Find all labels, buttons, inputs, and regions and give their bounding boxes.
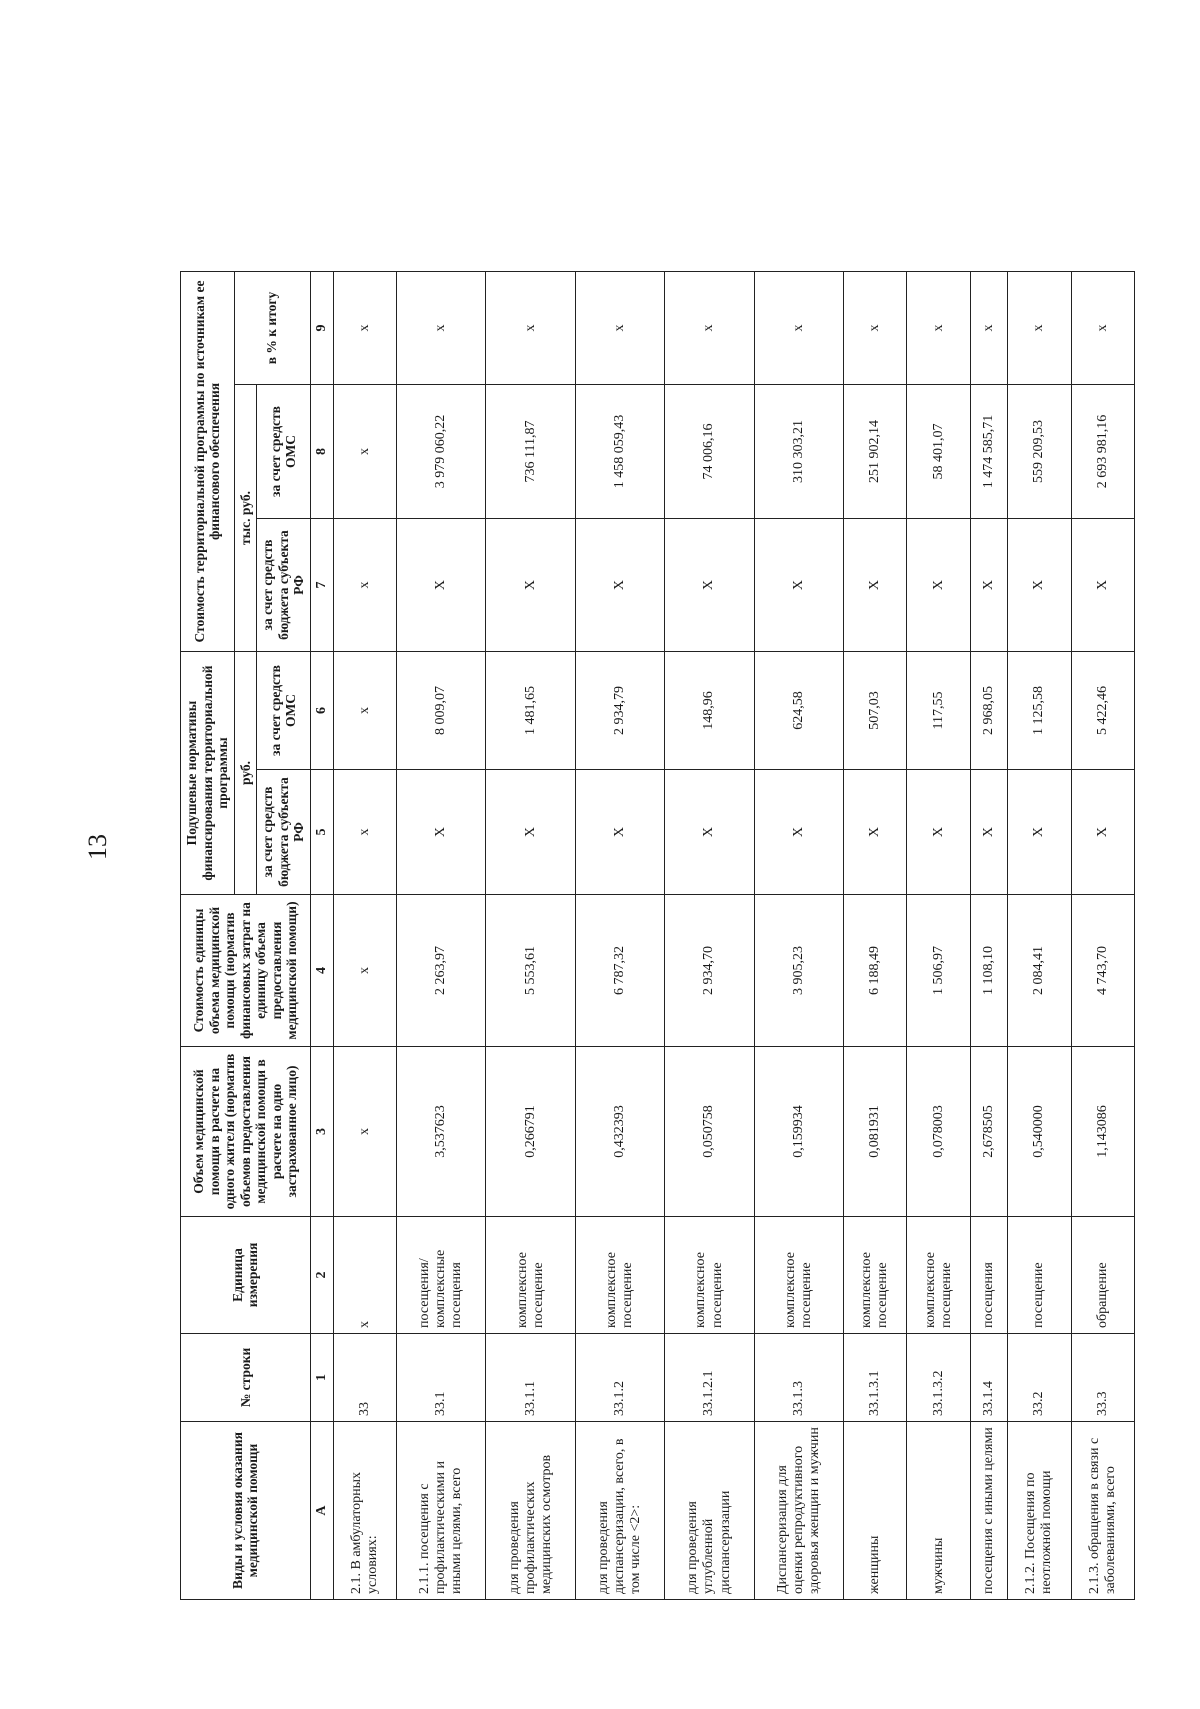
row-cost-cell: х xyxy=(333,895,396,1047)
index-cell: А xyxy=(310,1422,333,1600)
header-col-7: за счет средств бюджета субъекта РФ xyxy=(257,519,311,652)
row-norm-budget-cell: Х xyxy=(907,770,970,895)
index-cell: 6 xyxy=(310,652,333,770)
row-name-cell: 2.1. В амбулаторных условиях: xyxy=(333,1422,396,1600)
row-percent-cell: х xyxy=(754,272,843,385)
table-row xyxy=(486,82,575,1600)
index-cell: 5 xyxy=(310,770,333,895)
row-norm-oms-cell: 117,55 xyxy=(907,652,970,770)
row-cost-oms-cell: 2 693 981,16 xyxy=(1071,385,1134,519)
header-row-1 xyxy=(181,82,235,1600)
row-code-cell: 33.1.3.2 xyxy=(907,1334,970,1422)
row-norm-oms-cell: 1 481,65 xyxy=(486,652,575,770)
row-cost-budget-cell: х xyxy=(333,519,396,652)
row-percent-cell: х xyxy=(333,272,396,385)
header-col-6: за счет средств ОМС xyxy=(257,652,311,770)
row-code-cell: 33.1.2 xyxy=(575,1334,664,1422)
row-cost-oms-cell: 1 458 059,43 xyxy=(575,385,664,519)
header-col-5: за счет средств бюджета субъекта РФ xyxy=(257,770,311,895)
header-group-cost: Стоимость территориальной программы по источникам ее финансового обеспечения xyxy=(181,272,235,652)
row-code-cell: 33 xyxy=(333,1334,396,1422)
row-code-cell: 33.1.4 xyxy=(970,1334,1007,1422)
index-cell: 1 xyxy=(310,1334,333,1422)
row-norm-oms-cell: 8 009,07 xyxy=(397,652,486,770)
row-norm-oms-cell: 2 968,05 xyxy=(970,652,1007,770)
row-volume-cell: 0,050758 xyxy=(665,1047,754,1217)
row-code-cell: 33.3 xyxy=(1071,1334,1134,1422)
row-cost-budget-cell: Х xyxy=(665,519,754,652)
row-cost-cell: 3 905,23 xyxy=(754,895,843,1047)
row-code-cell: 33.2 xyxy=(1008,1334,1071,1422)
row-cost-oms-cell: 1 474 585,71 xyxy=(970,385,1007,519)
row-volume-cell: 1,143086 xyxy=(1071,1047,1134,1217)
row-volume-cell: 2,678505 xyxy=(970,1047,1007,1217)
index-cell: 2 xyxy=(310,1217,333,1334)
row-percent-cell: х xyxy=(665,272,754,385)
row-volume-cell: 0,432393 xyxy=(575,1047,664,1217)
header-col-3: Объем медицинской помощи в расчете на одного жителя (норматив объемов предоставления медицинской помощи в расчете на одно застрахованное лицо) xyxy=(181,1047,311,1217)
row-cost-budget-cell: Х xyxy=(844,519,907,652)
table-body xyxy=(333,82,1134,1600)
row-name-cell: 2.1.2. Посещения по неотложной помощи xyxy=(1008,1422,1071,1600)
row-unit-cell: х xyxy=(333,1217,396,1334)
row-unit-cell: комплексное посещение xyxy=(486,1217,575,1334)
row-name-cell: для проведения диспансеризации, всего, в том числе <2>: xyxy=(575,1422,664,1600)
header-col-1: № строки xyxy=(181,1334,311,1422)
row-percent-cell: х xyxy=(907,272,970,385)
row-unit-cell: посещения xyxy=(970,1217,1007,1334)
row-code-cell: 33.1.3 xyxy=(754,1334,843,1422)
row-norm-oms-cell: 148,96 xyxy=(665,652,754,770)
table-row xyxy=(575,82,664,1600)
header-group-norms: Подушевые нормативы финансирования территориальной программы xyxy=(181,652,235,895)
row-cost-cell: 6 188,49 xyxy=(844,895,907,1047)
row-norm-budget-cell: Х xyxy=(970,770,1007,895)
row-name-cell: мужчины xyxy=(907,1422,970,1600)
header-col-8: за счет средств ОМС xyxy=(257,385,311,519)
row-cost-budget-cell: Х xyxy=(486,519,575,652)
index-cell: 4 xyxy=(310,895,333,1047)
table-row xyxy=(844,82,907,1600)
row-volume-cell: 0,078003 xyxy=(907,1047,970,1217)
index-cell: 8 xyxy=(310,385,333,519)
row-volume-cell: 0,159934 xyxy=(754,1047,843,1217)
index-cell: 9 xyxy=(310,272,333,385)
row-name-cell: женщины xyxy=(844,1422,907,1600)
row-percent-cell: х xyxy=(970,272,1007,385)
index-cell: 7 xyxy=(310,519,333,652)
row-cost-budget-cell: Х xyxy=(1008,519,1071,652)
header-col-2: Единица измерения xyxy=(181,1217,311,1334)
table-row xyxy=(754,82,843,1600)
row-norm-oms-cell: 624,58 xyxy=(754,652,843,770)
row-percent-cell: х xyxy=(397,272,486,385)
row-percent-cell: х xyxy=(486,272,575,385)
row-cost-oms-cell: 58 401,07 xyxy=(907,385,970,519)
row-volume-cell: 0,540000 xyxy=(1008,1047,1071,1217)
row-cost-oms-cell: х xyxy=(333,385,396,519)
row-norm-budget-cell: Х xyxy=(1008,770,1071,895)
row-norm-budget-cell: х xyxy=(333,770,396,895)
row-norm-oms-cell: 2 934,79 xyxy=(575,652,664,770)
row-unit-cell: комплексное посещение xyxy=(844,1217,907,1334)
table-row xyxy=(970,82,1007,1600)
row-norm-budget-cell: Х xyxy=(754,770,843,895)
table-row xyxy=(1008,82,1071,1600)
row-volume-cell: х xyxy=(333,1047,396,1217)
row-code-cell: 33.1.3.1 xyxy=(844,1334,907,1422)
row-unit-cell: комплексное посещение xyxy=(754,1217,843,1334)
table-row xyxy=(665,82,754,1600)
table-container xyxy=(180,82,1135,1600)
row-name-cell: 2.1.3. обращения в связи с заболеваниями, всего xyxy=(1071,1422,1134,1600)
page-number: 13 xyxy=(83,834,112,860)
row-cost-budget-cell: Х xyxy=(575,519,664,652)
row-name-cell: 2.1.1. посещения с профилактическими и иными целями, всего xyxy=(397,1422,486,1600)
index-cell: 3 xyxy=(310,1047,333,1217)
row-unit-cell: обращение xyxy=(1071,1217,1134,1334)
row-cost-oms-cell: 74 006,16 xyxy=(665,385,754,519)
row-norm-oms-cell: 1 125,58 xyxy=(1008,652,1071,770)
row-norm-oms-cell: х xyxy=(333,652,396,770)
row-norm-budget-cell: Х xyxy=(1071,770,1134,895)
row-percent-cell: х xyxy=(1071,272,1134,385)
row-norm-budget-cell: Х xyxy=(665,770,754,895)
row-code-cell: 33.1.2.1 xyxy=(665,1334,754,1422)
row-name-cell: для проведения углубленной диспансеризации xyxy=(665,1422,754,1600)
row-name-cell: для проведения профилактических медицинских осмотров xyxy=(486,1422,575,1600)
row-cost-oms-cell: 736 111,87 xyxy=(486,385,575,519)
row-cost-cell: 4 743,70 xyxy=(1071,895,1134,1047)
row-cost-budget-cell: Х xyxy=(397,519,486,652)
row-percent-cell: х xyxy=(575,272,664,385)
row-unit-cell: посещение xyxy=(1008,1217,1071,1334)
row-norm-budget-cell: Х xyxy=(397,770,486,895)
row-volume-cell: 3,537623 xyxy=(397,1047,486,1217)
row-volume-cell: 0,081931 xyxy=(844,1047,907,1217)
row-percent-cell: х xyxy=(844,272,907,385)
table-row xyxy=(397,82,486,1600)
row-unit-cell: комплексное посещение xyxy=(575,1217,664,1334)
header-col-4: Стоимость единицы объема медицинской помощи (норматив финансовых затрат на единицу объема предоставления медицинской помощи) xyxy=(181,895,311,1047)
header-norms-unit: руб. xyxy=(234,652,257,895)
row-norm-oms-cell: 5 422,46 xyxy=(1071,652,1134,770)
row-unit-cell: комплексное посещение xyxy=(907,1217,970,1334)
row-norm-oms-cell: 507,03 xyxy=(844,652,907,770)
table-row xyxy=(1071,82,1134,1600)
row-norm-budget-cell: Х xyxy=(575,770,664,895)
row-cost-oms-cell: 559 209,53 xyxy=(1008,385,1071,519)
row-cost-cell: 2 263,97 xyxy=(397,895,486,1047)
row-cost-budget-cell: Х xyxy=(754,519,843,652)
row-cost-cell: 6 787,32 xyxy=(575,895,664,1047)
row-unit-cell: посещения/комплексные посещения xyxy=(397,1217,486,1334)
row-norm-budget-cell: Х xyxy=(844,770,907,895)
row-cost-cell: 1 108,10 xyxy=(970,895,1007,1047)
row-cost-budget-cell: Х xyxy=(1071,519,1134,652)
row-code-cell: 33.1 xyxy=(397,1334,486,1422)
row-code-cell: 33.1.1 xyxy=(486,1334,575,1422)
index-row xyxy=(310,82,333,1600)
header-cost-unit: тыс. руб. xyxy=(234,385,257,652)
header-col-9: в % к итогу xyxy=(234,272,310,385)
row-percent-cell: х xyxy=(1008,272,1071,385)
row-cost-budget-cell: Х xyxy=(970,519,1007,652)
row-cost-budget-cell: Х xyxy=(907,519,970,652)
row-cost-oms-cell: 3 979 060,22 xyxy=(397,385,486,519)
row-cost-cell: 2 934,70 xyxy=(665,895,754,1047)
row-norm-budget-cell: Х xyxy=(486,770,575,895)
row-name-cell: посещения с иными целями xyxy=(970,1422,1007,1600)
data-table xyxy=(180,81,1135,1600)
row-unit-cell: комплексное посещение xyxy=(665,1217,754,1334)
table-row xyxy=(333,82,396,1600)
row-name-cell: Диспансеризация для оценки репродуктивного здоровья женщин и мужчин xyxy=(754,1422,843,1600)
row-cost-cell: 5 553,61 xyxy=(486,895,575,1047)
table-row xyxy=(907,82,970,1600)
row-cost-cell: 1 506,97 xyxy=(907,895,970,1047)
row-volume-cell: 0,266791 xyxy=(486,1047,575,1217)
row-cost-oms-cell: 251 902,14 xyxy=(844,385,907,519)
header-col-a: Виды и условия оказания медицинской помощи xyxy=(181,1422,311,1600)
row-cost-cell: 2 084,41 xyxy=(1008,895,1071,1047)
row-cost-oms-cell: 310 303,21 xyxy=(754,385,843,519)
